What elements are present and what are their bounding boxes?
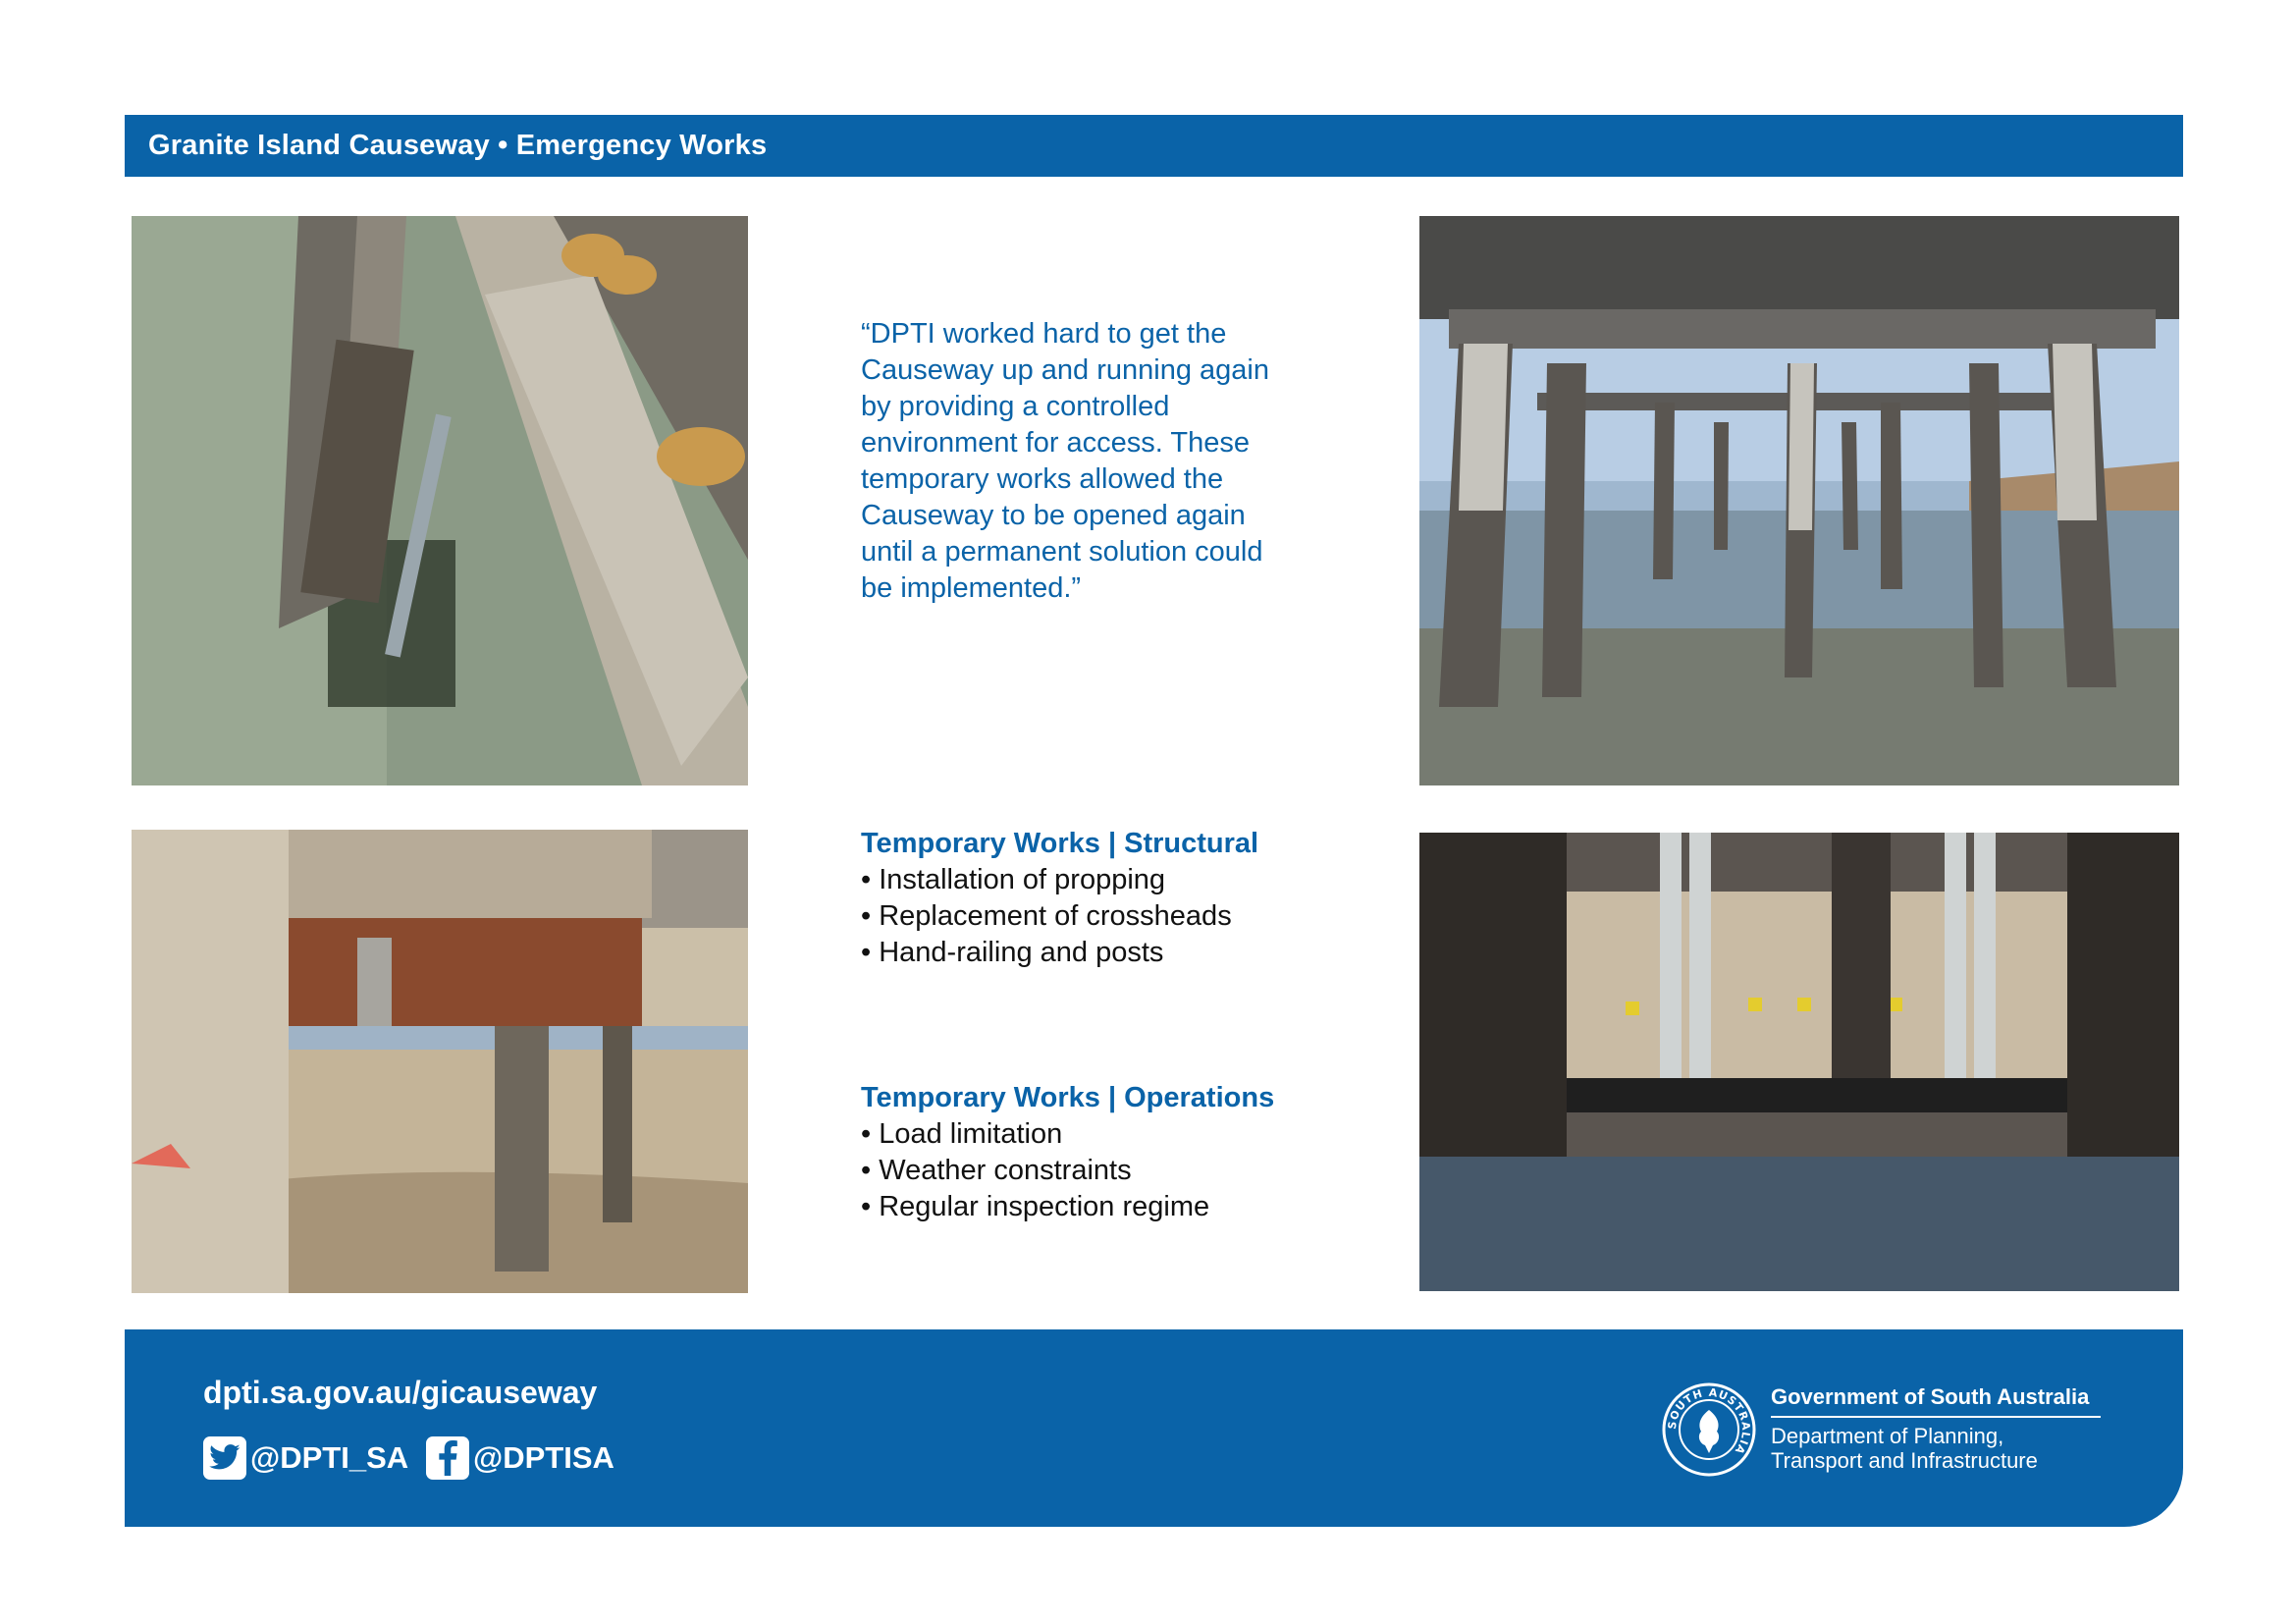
website-link[interactable]: dpti.sa.gov.au/gicauseway [203,1375,598,1410]
list-item: • Load limitation [861,1116,1371,1153]
department-line-1: Department of Planning, [1771,1424,2004,1448]
bullet-list [861,862,1371,971]
quote-text: “DPTI worked hard to get the Causeway up and running again by providing a controlled environment for access. These temporary works allowed the Causeway to be opened again until a permanent solution could be implemented.” [861,318,1269,604]
list-item: • Hand-railing and posts [861,935,1371,971]
page-title: Granite Island Causeway • Emergency Works [148,130,768,161]
section-operations [861,1080,1371,1225]
photo-causeway-piles [1419,216,2179,785]
department-line-2: Transport and Infrastructure [1771,1448,2038,1473]
facebook-icon [426,1436,469,1480]
twitter-handle-text: @DPTI_SA [250,1440,409,1475]
facebook-handle-text: @DPTISA [473,1440,614,1475]
bullet-list [861,1116,1371,1225]
south-australia-crest-icon [1662,1382,1756,1477]
list-item: • Regular inspection regime [861,1189,1371,1225]
section-structural [861,826,1371,971]
section-title: Temporary Works | Operations [861,1082,1275,1113]
twitter-handle[interactable] [203,1436,408,1480]
twitter-icon [203,1436,246,1480]
photo-propping-deck [132,216,748,785]
crest-text: SOUTH AUSTRALIA [1665,1385,1753,1457]
facebook-handle[interactable] [426,1436,614,1480]
header-bar [125,115,2183,177]
footer-bar [125,1329,2183,1527]
government-name: Government of South Australia [1771,1384,2101,1418]
photo-crosshead-beach [132,830,748,1293]
list-item: • Installation of propping [861,862,1371,898]
list-item: • Replacement of crossheads [861,898,1371,935]
list-item: • Weather constraints [861,1153,1371,1189]
photo-temporary-props [1419,833,2179,1291]
section-title: Temporary Works | Structural [861,828,1259,859]
